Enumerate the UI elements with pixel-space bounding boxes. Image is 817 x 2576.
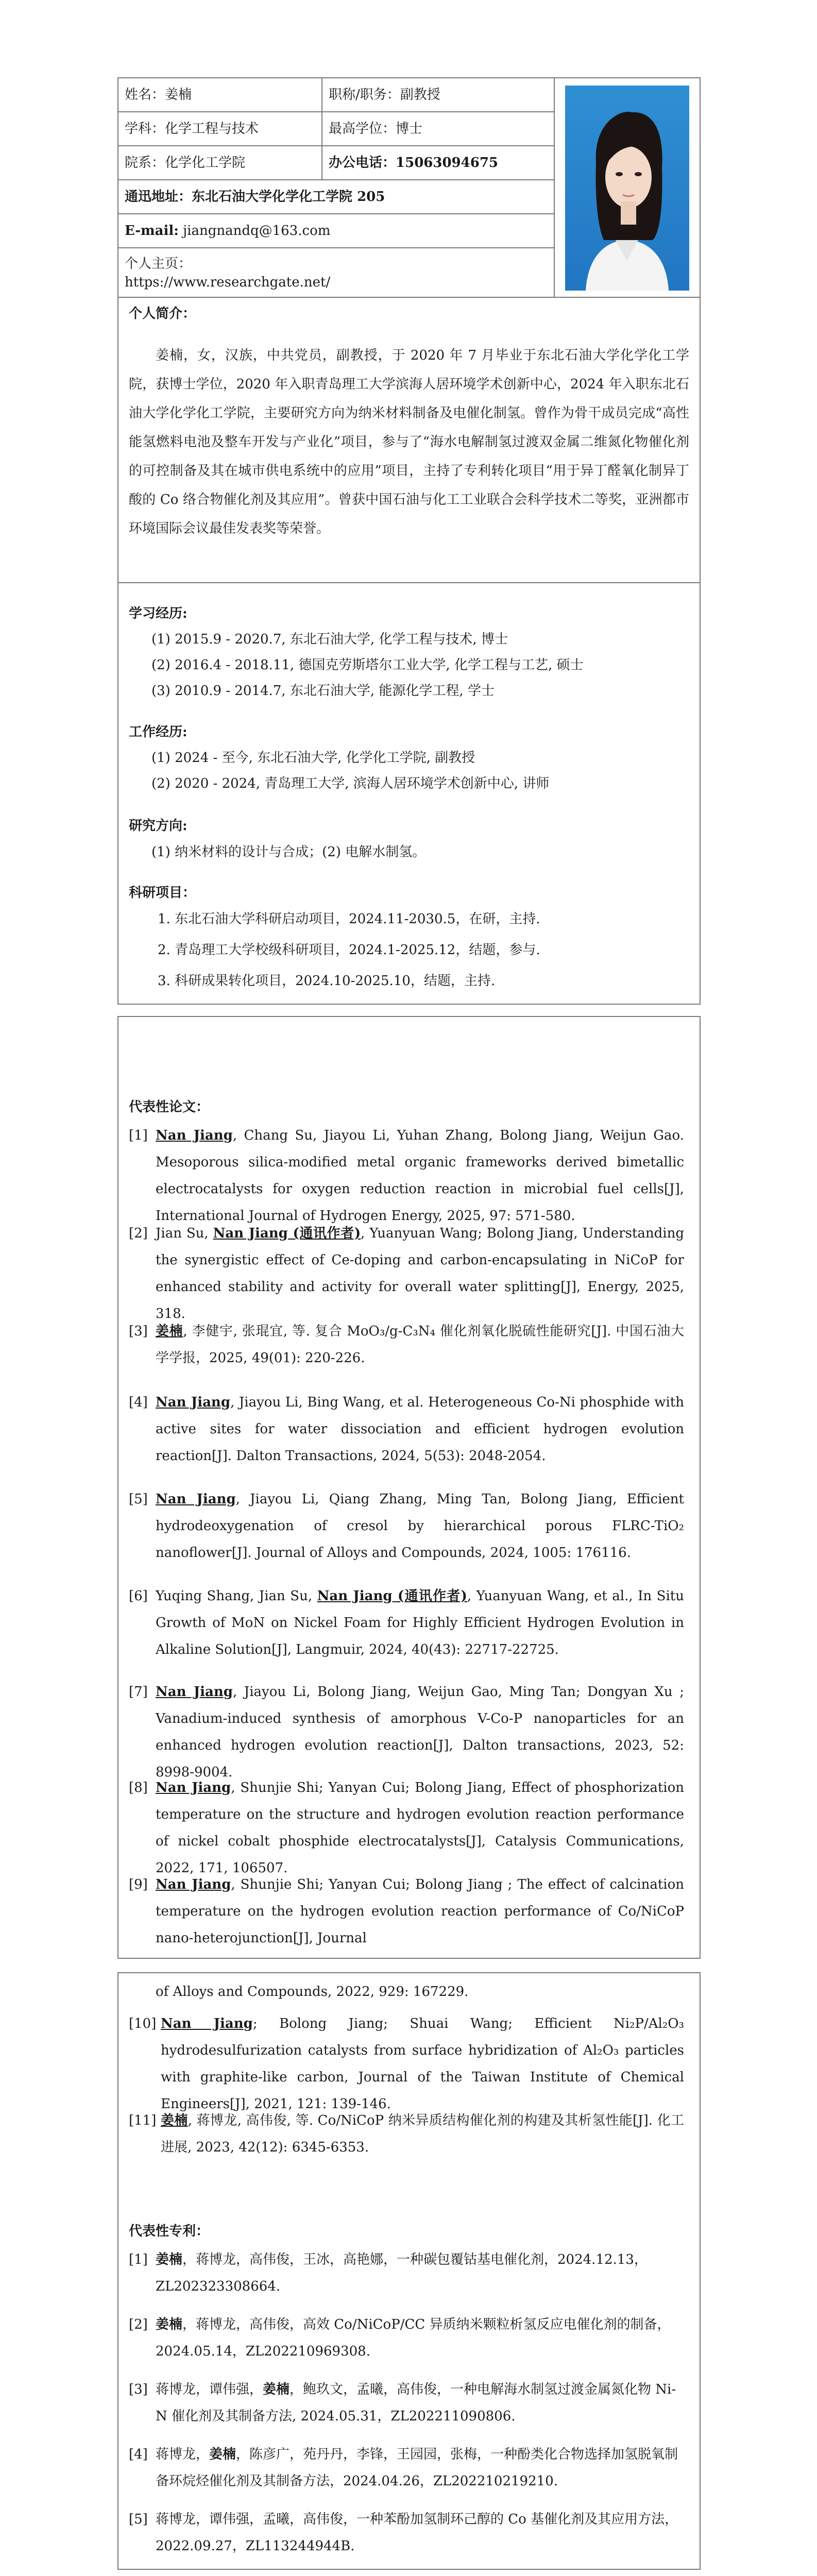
paper-citation: , 蒋博龙, 高伟俊, 等. Co/NiCoP 纳米异质结构催化剂的构建及其析氢性能[J]. 化工进展, 2023, 42(12): 6345-6353. <box>161 2113 684 2155</box>
phone-label: 办公电话： <box>329 155 396 171</box>
paper-citation: , Shunjie Shi; Yanyan Cui; Bolong Jiang, Effect of phosphorization temperature on the structure and hydrogen evolution reaction performance of nickel cobalt phosphide electrocatalysts[J], Catalysis Communications, 2022, 171, 106507. <box>156 1780 684 1876</box>
paper-item <box>129 1871 684 1952</box>
phone-value: 15063094675 <box>396 155 499 171</box>
phone-cell <box>322 146 555 180</box>
patent-item <box>129 2246 684 2300</box>
paper-citation: , Yuanyuan Wang; Bolong Jiang, Understanding the synergistic effect of Ce-doping and carbon-encapsulating in NiCoP for enhanced stability and activity for overall water splitting[J], Energy, 2025, 318. <box>156 1226 684 1321</box>
education-item: (3) 2010.9 - 2014.7, 东北石油大学, 能源化学工程, 学士 <box>151 683 495 699</box>
paper-item <box>129 1679 684 1786</box>
paper-number: [10] <box>129 2016 157 2031</box>
discipline-value: 化学工程与技术 <box>165 121 259 137</box>
paper-citation: , Shunjie Shi; Yanyan Cui; Bolong Jiang ; The effect of calcination temperature on the hydrogen evolution reaction performance of Co/NiCoP nano-heterojunction[J], Journal <box>156 1877 684 1946</box>
paper-number: [8] <box>129 1780 148 1795</box>
education-item: (2) 2016.4 - 2018.11, 德国克劳斯塔尔工业大学, 化学工程与工艺, 硕士 <box>151 657 584 673</box>
paper-number: [6] <box>129 1588 148 1604</box>
title-label: 职称/职务： <box>329 87 400 103</box>
portrait-image <box>565 86 689 291</box>
divider <box>118 582 700 583</box>
author-highlight: Nan Jiang <box>156 1492 236 1507</box>
patent-detail: ，鲍玖文，孟曦，高伟俊，一种电解海水制氢过渡金属氮化物 Ni-N 催化剂及其制备方法, 2024.05.31，ZL202211090806. <box>156 2382 676 2424</box>
paper-item <box>129 1220 684 1327</box>
papers-title: 代表性论文： <box>129 1099 210 1115</box>
paper-number: [2] <box>129 1226 148 1241</box>
work-item: (2) 2020 - 2024, 青岛理工大学, 滨海人居环境学术创新中心, 讲师 <box>151 776 550 791</box>
paper-citation: , Yuanyuan Wang, et al., In Situ Growth of MoN on Nickel Foam for Highly Efficient Hydrogen Evolution in Alkaline Solution[J], Langmuir, 2024, 40(43): 22717-22725. <box>156 1588 684 1657</box>
paper-citation-continued: of Alloys and Compounds, 2022, 929: 167229. <box>156 1984 469 1999</box>
paper-continuation <box>129 1978 684 2005</box>
title-value: 副教授 <box>400 87 440 103</box>
degree-cell <box>322 112 555 146</box>
papers-panel <box>117 1016 701 1959</box>
author-highlight: 姜楠 <box>161 2113 188 2128</box>
papers-patents-panel <box>117 1972 701 2570</box>
patent-item <box>129 2441 684 2495</box>
patent-item <box>129 2376 684 2430</box>
paper-item <box>129 2010 684 2117</box>
homepage-link[interactable]: https://www.researchgate.net/ <box>125 275 331 290</box>
research-title: 研究方向: <box>129 818 188 834</box>
paper-citation: , Jiayou Li, Bolong Jiang, Weijun Gao, Ming Tan; Dongyan Xu ; Vanadium-induced synthesis of amorphous V-Co-P nanoparticles for an enhanced hydrogen evolution reaction[J], Dalton transactions, 2023, 52: 8998-9004. <box>156 1684 684 1780</box>
work-section <box>129 721 689 740</box>
paper-item <box>129 2107 684 2161</box>
inventor-highlight: 姜楠 <box>263 2382 290 2397</box>
paper-number: [11] <box>129 2113 157 2128</box>
patent-inventors-pre: 蒋博龙，谭伟强， <box>156 2382 263 2397</box>
author-highlight: Nan Jiang <box>161 2016 253 2031</box>
patent-detail: ，蒋博龙，高伟俊，高效 Co/NiCoP/CC 异质纳米颗粒析氢反应电催化剂的制备，2024.05.14，ZL202210969308. <box>156 2317 671 2359</box>
profile-photo <box>555 78 700 298</box>
work-item: (1) 2024 - 至今, 东北石油大学, 化学化工学院, 副教授 <box>151 750 475 766</box>
paper-citation: , Chang Su, Jiayou Li, Yuhan Zhang, Bolong Jiang, Weijun Gao. Mesoporous silica-modified metal organic frameworks derived bimetallic electrocatalysts for oxygen reduction reaction in microbial fuel cells[J], International Journal of Hydrogen Energy, 2025, 97: 571-580. <box>156 1128 684 1224</box>
author-highlight: Nan Jiang <box>156 1684 233 1700</box>
patent-inventors-pre: 蒋博龙，谭伟强，孟曦，高伟俊， <box>156 2512 357 2527</box>
author-highlight: 姜楠 <box>156 1324 183 1339</box>
address-label: 通迅地址： <box>125 189 192 205</box>
author-highlight: Nan Jiang <box>156 1128 233 1143</box>
education-title: 学习经历: <box>129 606 188 621</box>
degree-label: 最高学位： <box>329 121 396 137</box>
name-cell <box>118 78 322 112</box>
paper-citation: ; Bolong Jiang; Shuai Wang; Efficient Ni₂P/Al₂O₃ hydrodesulfurization catalysts from surface hybridization of Al₂O₃ particles with graphite-like carbon, Journal of the Taiwan Institute of Chemical Engineers[J], 2021, 121: 139-146. <box>161 2016 684 2112</box>
patent-detail: ，蒋博龙，高伟俊，王冰，高艳娜，一种碳包覆钴基电催化剂，2024.12.13，ZL202323308664. <box>156 2252 648 2294</box>
paper-number: [5] <box>129 1492 148 1507</box>
education-item: (1) 2015.9 - 2020.7, 东北石油大学, 化学工程与技术, 博士 <box>151 632 508 647</box>
homepage-cell <box>118 248 555 298</box>
patent-number: [4] <box>129 2447 148 2462</box>
homepage-label: 个人主页： <box>125 256 192 272</box>
patent-number: [5] <box>129 2512 148 2527</box>
bio-text: 姜楠，女，汉族，中共党员，副教授，于 2020 年 7 月毕业于东北石油大学化学化工学院，获博士学位，2020 年入职青岛理工大学滨海人居环境学术创新中心，2024 年入职东北石油大学化学化工学院，主要研究方向为纳米材料制备及电催化制氢。曾作为骨干成员完成“高性能氢燃料电池及整车开发与产业化”项目，参与了“海水电解制氢过渡双金属二维氮化物催化剂的可控制备及其在城市供电系统中的应用”项目，主持了专利转化项目“用于异丁醛氧化制异丁酸的 Co 络合物催化剂及其应用”。曾获中国石油与化工工业联合会科学技术二等奖，亚洲都市环境国际会议最佳发表奖等荣誉。 <box>129 348 689 536</box>
inventor-highlight: 姜楠 <box>209 2447 236 2462</box>
paper-number: [7] <box>129 1684 148 1700</box>
patent-item <box>129 2506 684 2560</box>
title-cell <box>322 78 555 112</box>
paper-citation: , 李健宇, 张琨宜, 等. 复合 MoO₃/g-C₃N₄ 催化剂氧化脱硫性能研究[J]. 中国石油大学学报，2025, 49(01): 220-226. <box>156 1324 684 1366</box>
author-highlight: Nan Jiang <box>156 1780 231 1795</box>
school-cell <box>118 146 322 180</box>
email-cell <box>118 214 555 248</box>
inventor-highlight: 姜楠 <box>156 2252 183 2267</box>
paper-number: [1] <box>129 1128 148 1143</box>
school-value: 化学化工学院 <box>165 155 246 171</box>
degree-value: 博士 <box>396 121 423 137</box>
discipline-cell <box>118 112 322 146</box>
address-cell <box>118 180 555 214</box>
paper-citation: , Jiayou Li, Bing Wang, et al. Heterogeneous Co-Ni phosphide with active sites for water dissociation and efficient hydrogen evolution reaction[J]. Dalton Transactions, 2024, 5(53): 2048-2054. <box>156 1395 684 1464</box>
papers-heading <box>129 1096 689 1115</box>
patent-number: [1] <box>129 2252 148 2267</box>
work-title: 工作经历: <box>129 724 188 740</box>
name-label: 姓名： <box>125 87 165 103</box>
paper-item <box>129 1122 684 1229</box>
research-section <box>129 815 689 834</box>
address-value: 东北石油大学化学化工学院 205 <box>192 189 385 205</box>
bio-heading <box>129 303 689 322</box>
patents-title: 代表性专利： <box>129 2224 210 2239</box>
author-highlight: Nan Jiang (通讯作者) <box>317 1588 467 1604</box>
paper-citation: , Jiayou Li, Qiang Zhang, Ming Tan, Bolong Jiang, Efficient hydrodeoxygenation of cresol by hierarchical porous FLRC-TiO₂ nanoflower[J]. Journal of Alloys and Compounds, 2024, 1005: 176116. <box>156 1492 684 1561</box>
paper-item <box>129 1318 684 1371</box>
bio-title: 个人简介： <box>129 306 196 321</box>
paper-number: [9] <box>129 1877 148 1892</box>
paper-number: [4] <box>129 1395 148 1410</box>
discipline-label: 学科： <box>125 121 165 137</box>
author-highlight: Nan Jiang <box>156 1877 231 1892</box>
patent-detail: 一种苯酚加氢制环己醇的 Co 基催化剂及其应用方法，2022.09.27，ZL113244944B. <box>156 2512 678 2554</box>
projects-section <box>129 882 689 901</box>
profile-panel <box>117 77 701 1005</box>
paper-authors-pre: Jian Su, <box>156 1226 213 1241</box>
patents-heading <box>129 2221 689 2240</box>
research-text: (1) 纳米材料的设计与合成；(2) 电解水制氢。 <box>151 844 426 860</box>
patent-number: [3] <box>129 2382 148 2397</box>
name-value: 姜楠 <box>165 87 192 103</box>
paper-item <box>129 1583 684 1663</box>
email-label: E-mail: <box>125 223 179 239</box>
project-item: 3. 科研成果转化项目，2024.10-2025.10，结题，主持. <box>158 973 496 989</box>
paper-authors-pre: Yuqing Shang, Jian Su, <box>156 1588 317 1604</box>
project-item: 2. 青岛理工大学校级科研项目，2024.1-2025.12，结题，参与. <box>158 942 540 958</box>
patent-item <box>129 2311 684 2365</box>
education-section <box>129 603 689 622</box>
project-item: 1. 东北石油大学科研启动项目，2024.11-2030.5，在研，主持. <box>158 911 540 927</box>
paper-item <box>129 1774 684 1882</box>
author-highlight: Nan Jiang <box>156 1395 231 1410</box>
patent-detail: ，陈彦广，苑丹丹，李锋，王园园，张梅，一种酚类化合物选择加氢脱氧制备环烷烃催化剂及其制备方法，2024.04.26，ZL202210219210. <box>156 2447 678 2489</box>
patent-number: [2] <box>129 2317 148 2332</box>
patent-inventors-pre: 蒋博龙， <box>156 2447 210 2462</box>
inventor-highlight: 姜楠 <box>156 2317 183 2332</box>
profile-grid <box>118 78 700 298</box>
paper-item <box>129 1486 684 1566</box>
email-value[interactable]: jiangnandq@163.com <box>183 223 331 239</box>
school-label: 院系： <box>125 155 165 171</box>
paper-item <box>129 1389 684 1469</box>
paper-number: [3] <box>129 1324 148 1339</box>
projects-title: 科研项目： <box>129 885 196 901</box>
author-highlight: Nan Jiang (通讯作者) <box>213 1226 361 1241</box>
